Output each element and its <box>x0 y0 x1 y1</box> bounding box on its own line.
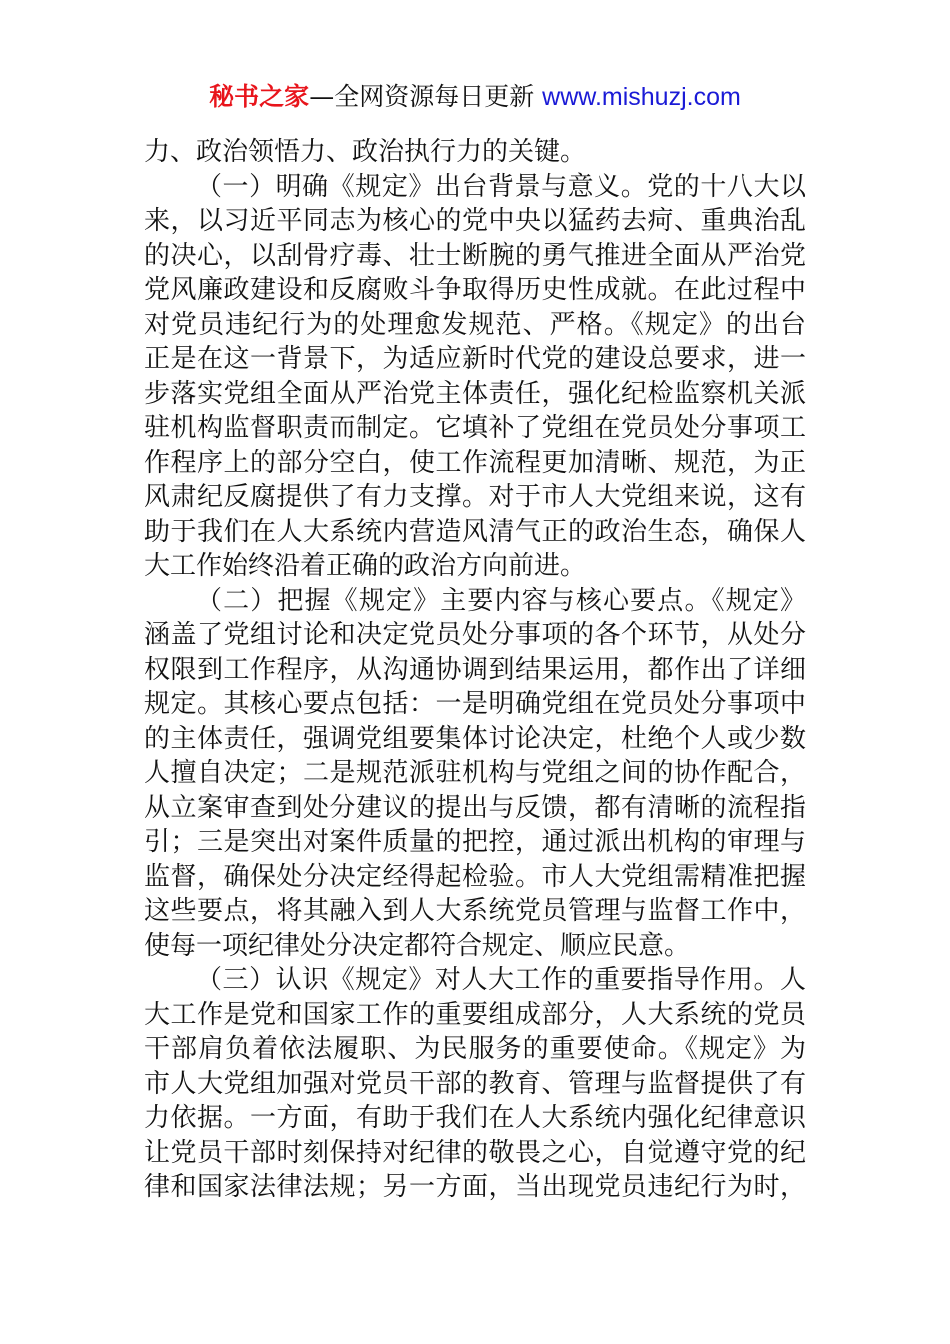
paragraph-line: 的主体责任，强调党组要集体讨论决定，杜绝个人或少数 <box>144 723 806 754</box>
paragraph-line: 律和国家法律法规；另一方面，当出现党员违纪行为时， <box>144 1172 806 1202</box>
paragraph-line: 规定。其核心要点包括：一是明确党组在党员处分事项中 <box>144 689 806 719</box>
paragraph-line: 引；三是突出对案件质量的把控，通过派出机构的审理与 <box>144 827 806 857</box>
paragraph-line: 市人大党组加强对党员干部的教育、管理与监督提供了有 <box>144 1068 806 1099</box>
paragraph-line: 大工作是党和国家工作的重要组成部分，人大系统的党员 <box>144 999 806 1030</box>
paragraph-line: 涵盖了党组讨论和决定党员处分事项的各个环节，从处分 <box>144 620 806 650</box>
brand-name: 秘书之家 <box>209 82 310 111</box>
paragraph-line: 的决心，以刮骨疗毒、壮士断腕的勇气推进全面从严治党 <box>144 240 806 271</box>
paragraph-line: 步落实党组全面从严治党主体责任，强化纪检监察机关派 <box>144 378 806 409</box>
paragraph-line: 从立案审查到处分建议的提出与反馈，都有清晰的流程指 <box>144 792 806 823</box>
paragraph-line: 对党员违纪行为的处理愈发规范、严格。《规定》的出台 <box>144 309 806 340</box>
paragraph-line: 风肃纪反腐提供了有力支撑。对于市人大党组来说，这有 <box>144 482 806 512</box>
paragraph-line: 助于我们在人大系统内营造风清气正的政治生态，确保人 <box>144 516 806 547</box>
paragraph-line: 驻机构监督职责而制定。它填补了党组在党员处分事项工 <box>144 413 806 443</box>
site-url-link[interactable]: www.mishuzj.com <box>542 83 741 111</box>
paragraph-line: 权限到工作程序，从沟通协调到结果运用，都作出了详细 <box>144 654 806 685</box>
paragraph-line: 人擅自决定；二是规范派驻机构与党组之间的协作配合， <box>144 758 806 788</box>
paragraph-line: 使每一项纪律处分决定都符合规定、顺应民意。 <box>144 930 691 961</box>
paragraph-line: 正是在这一背景下，为适应新时代党的建设总要求，进一 <box>144 344 806 374</box>
paragraph-line: 力、政治领悟力、政治执行力的关键。 <box>144 137 587 167</box>
paragraph-line: （一）明确《规定》出台背景与意义。党的十八大以 <box>196 171 806 202</box>
paragraph-line: 来，以习近平同志为核心的党中央以猛药去疴、重典治乱 <box>144 206 806 236</box>
paragraph-line: 干部肩负着依法履职、为民服务的重要使命。《规定》为 <box>144 1034 806 1064</box>
header-tagline: —全网资源每日更新 <box>309 82 535 111</box>
paragraph-line: 作程序上的部分空白，使工作流程更加清晰、规范，为正 <box>144 447 806 478</box>
paragraph-line: 大工作始终沿着正确的政治方向前进。 <box>144 551 587 581</box>
paragraph-line: 这些要点，将其融入到人大系统党员管理与监督工作中， <box>144 896 806 926</box>
paragraph-line: （三）认识《规定》对人大工作的重要指导作用。人 <box>196 965 806 995</box>
paragraph-line: 党风廉政建设和反腐败斗争取得历史性成就。在此过程中 <box>144 275 806 305</box>
paragraph-line: （二）把握《规定》主要内容与核心要点。《规定》 <box>196 585 806 616</box>
page-header <box>0 80 950 114</box>
paragraph-line: 监督，确保处分决定经得起检验。市人大党组需精准把握 <box>144 861 806 892</box>
paragraph-line: 让党员干部时刻保持对纪律的敬畏之心，自觉遵守党的纪 <box>144 1137 806 1168</box>
document-body <box>144 135 806 1205</box>
paragraph-line: 力依据。一方面，有助于我们在人大系统内强化纪律意识 <box>144 1103 806 1133</box>
